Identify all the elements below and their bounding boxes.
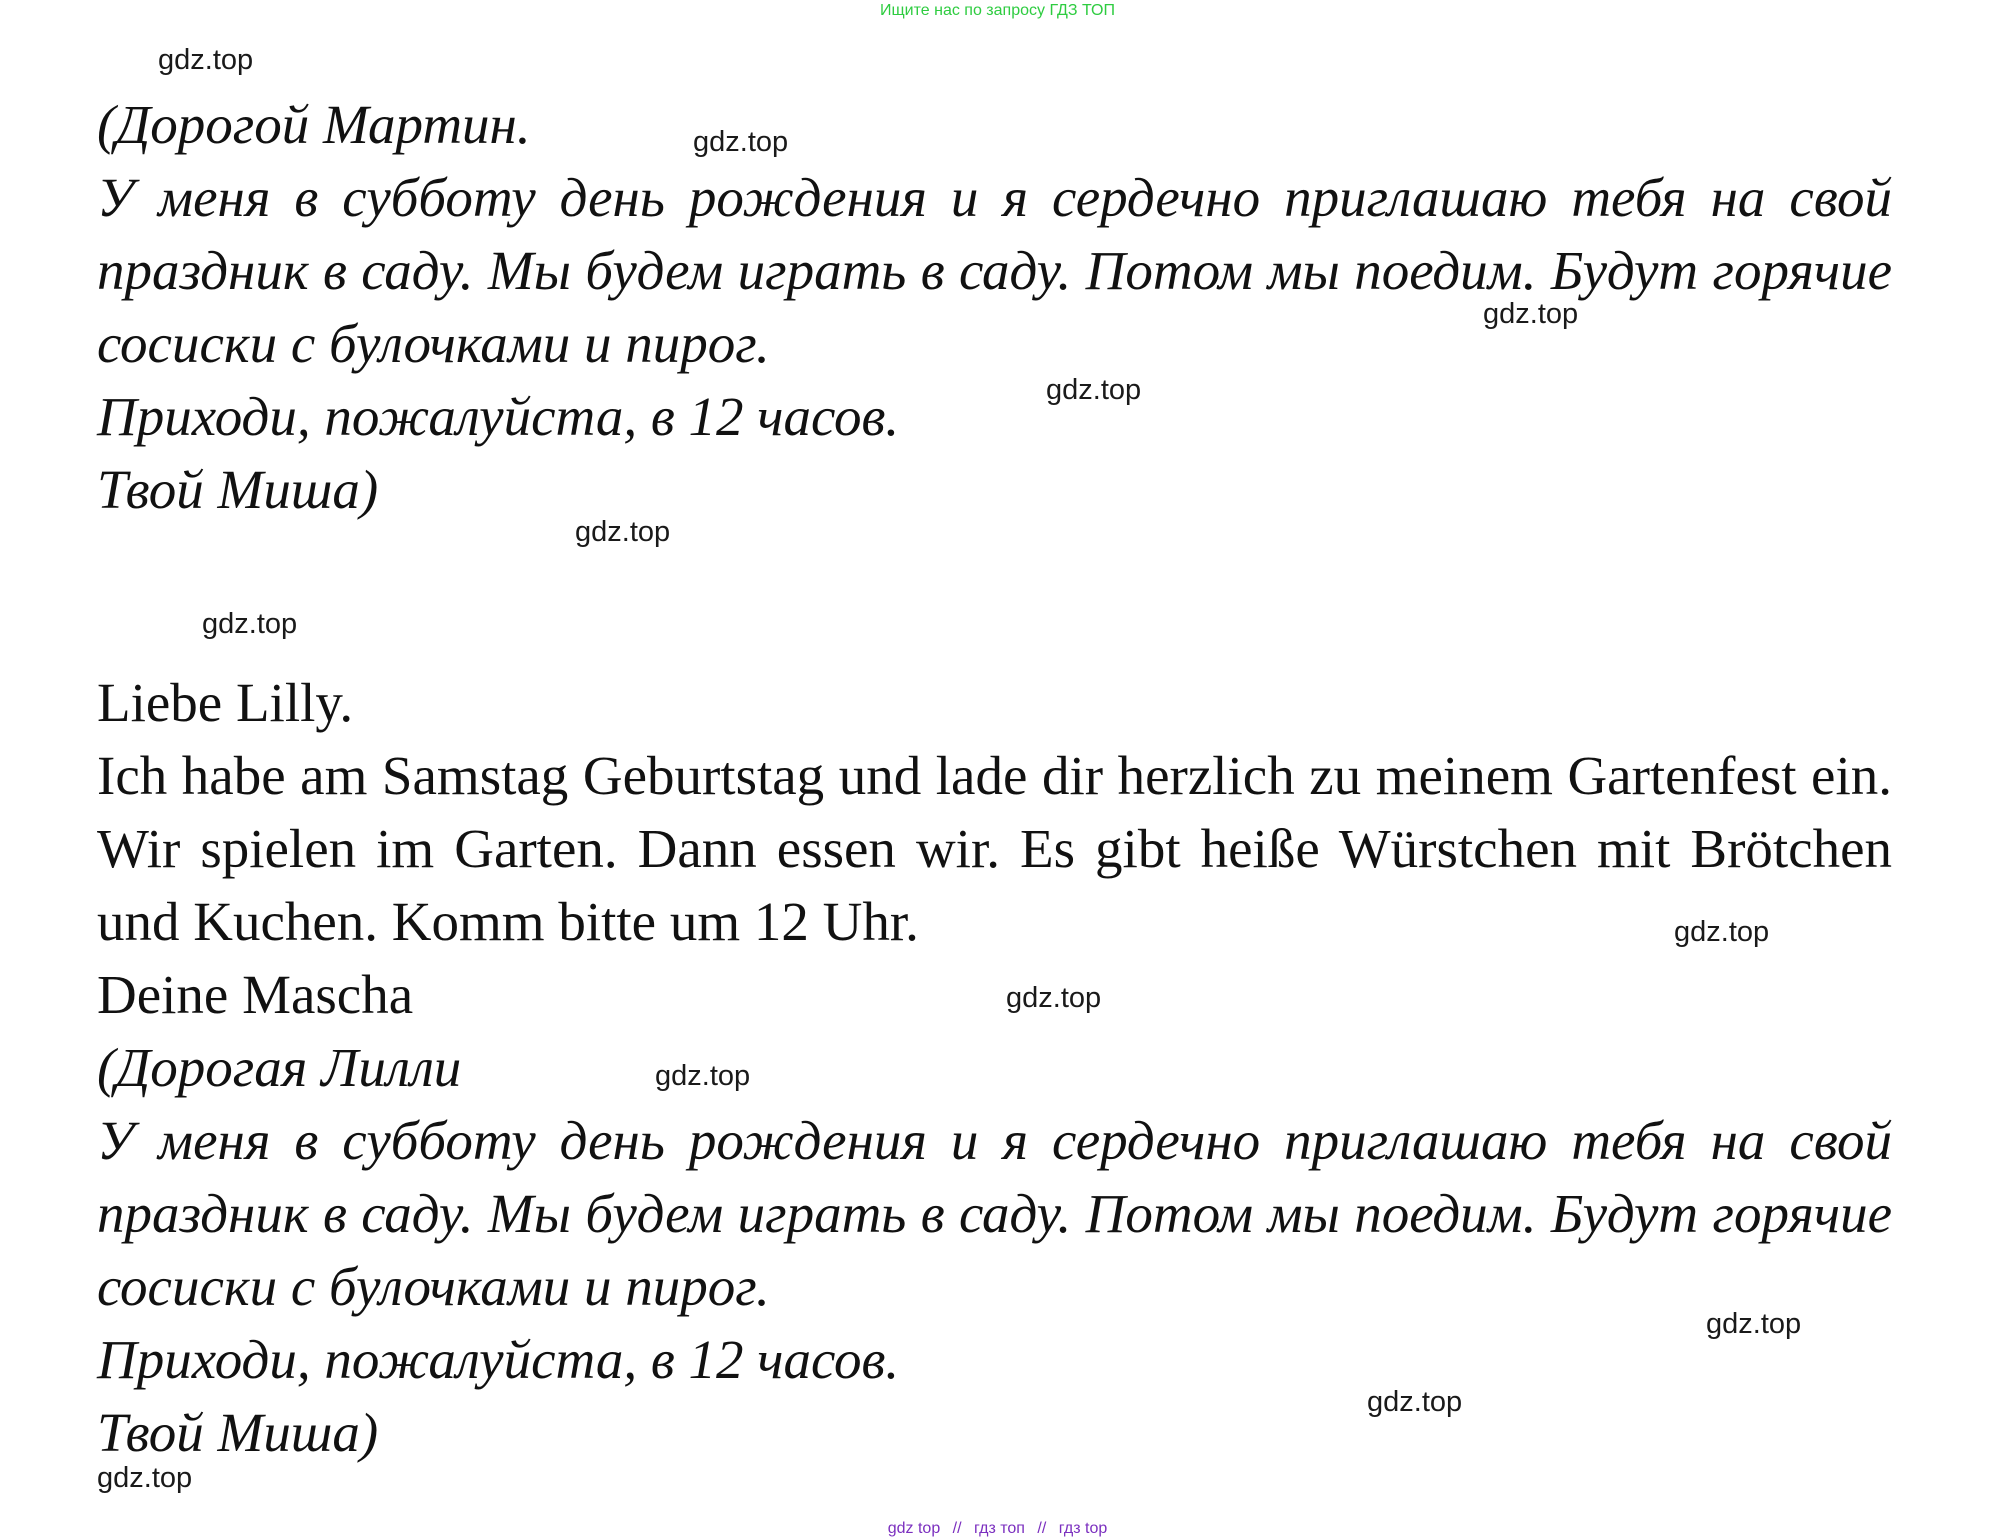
watermark: gdz.top <box>575 516 671 548</box>
translation-1-body: У меня в субботу день рождения и я сердечно приглашаю тебя на свой праздник в саду. Мы будем играть в саду. Потом мы поедим. Будут горячие сосиски с булочками и пирог. <box>97 167 1892 374</box>
translation-2-request: Приходи, пожалуйста, в 12 часов. <box>97 1329 900 1390</box>
translation-1-greeting: (Дорогой Мартин. <box>97 94 531 155</box>
german-signature: Deine Mascha <box>97 964 414 1025</box>
footer-link-gdz-top[interactable]: gdz top <box>887 1520 941 1537</box>
german-body: Ich habe am Samstag Geburtstag und lade dir herzlich zu meinem Gartenfest ein. Wir spielen im Garten. Dann essen wir. Es gibt heiße Würstchen mit Brötchen und Kuchen. Komm bitte um 12 Uhr. <box>97 745 1892 952</box>
footer-link-gdz-top-ru[interactable]: гдз топ <box>974 1520 1025 1537</box>
watermark: gdz.top <box>655 1060 751 1092</box>
translation-2 <box>97 1031 1892 1469</box>
watermark: gdz.top <box>1046 374 1142 406</box>
watermark: gdz.top <box>1006 982 1102 1014</box>
watermark: gdz.top <box>693 126 789 158</box>
watermark: gdz.top <box>1674 916 1770 948</box>
translation-1 <box>97 88 1892 526</box>
translation-2-signature: Твой Миша) <box>97 1402 379 1463</box>
footer-separator: // <box>1037 1520 1047 1537</box>
translation-1-request: Приходи, пожалуйста, в 12 часов. <box>97 386 900 447</box>
watermark: gdz.top <box>202 608 298 640</box>
watermark: gdz.top <box>1367 1386 1463 1418</box>
watermark: gdz.top <box>158 44 254 76</box>
translation-2-greeting: (Дорогая Лилли <box>97 1037 462 1098</box>
german-letter <box>97 666 1892 1031</box>
watermark: gdz.top <box>1483 298 1579 330</box>
footer-separator: // <box>952 1520 962 1537</box>
german-greeting: Liebe Lilly. <box>97 672 354 733</box>
watermark: gdz.top <box>1706 1308 1802 1340</box>
watermark: gdz.top <box>97 1462 193 1494</box>
translation-1-signature: Твой Миша) <box>97 459 379 520</box>
search-hint: Ищите нас по запросу ГДЗ ТОП <box>880 2 1115 19</box>
translation-2-body: У меня в субботу день рождения и я сердечно приглашаю тебя на свой праздник в саду. Мы будем играть в саду. Потом мы поедим. Будут горячие сосиски с булочками и пирог. <box>97 1110 1892 1317</box>
top-banner <box>0 2 1995 20</box>
footer-link-gdz-top-mixed[interactable]: гдз top <box>1058 1520 1108 1537</box>
footer-links <box>0 1520 1995 1538</box>
